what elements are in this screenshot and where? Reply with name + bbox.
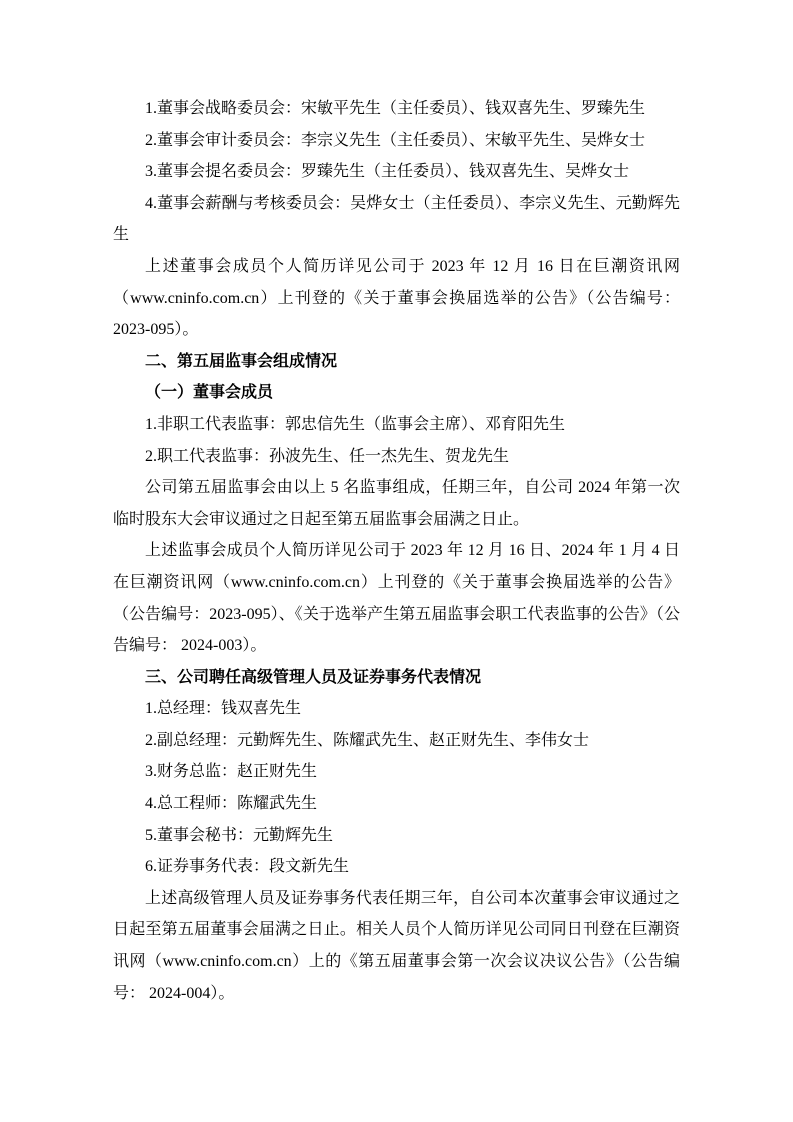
subsection-1-heading: （一）董事会成员 [145,384,274,402]
committee-audit-item: 2.董事会审计委员会：李宗义先生（主任委员）、宋敏平先生、吴烨女士 [145,131,646,149]
committee-strategy-item: 1.董事会战略委员会：宋敏平先生（主任委员）、钱双喜先生、罗臻先生 [145,100,646,117]
cfo-item: 3.财务总监：赵正财先生 [145,763,318,781]
securities-rep-item: 6.证券事务代表：段文新先生 [145,858,350,876]
document-content [113,93,680,1009]
deputy-general-manager-item: 2.副总经理：元勤辉先生、陈耀武先生、赵正财先生、李伟女士 [145,731,590,749]
supervisor-nonstaff-item: 1.非职工代表监事：郭忠信先生（监事会主席）、邓育阳先生 [145,415,566,433]
supervisory-board-term-paragraph: 公司第五届监事会由以上 5 名监事组成，任期三年，自公司 2024 年第一次临时股东大会审议通过之日起至第五届监事会届满之日止。 [113,479,680,528]
committee-nomination-item: 3.董事会提名委员会：罗臻先生（主任委员）、钱双喜先生、吴烨女士 [145,163,630,181]
board-bios-paragraph: 上述董事会成员个人简历详见公司于 2023 年 12 月 16 日在巨潮资讯网（www.cninfo.com.cn）上刊登的《关于董事会换届选举的公告》（公告编号：2023-095）。 [113,257,680,339]
section-2-heading: 二、第五届监事会组成情况 [145,352,338,370]
section-3-heading: 三、公司聘任高级管理人员及证券事务代表情况 [145,668,482,686]
supervisor-bios-paragraph: 上述监事会成员个人简历详见公司于 2023 年 12 月 16 日、2024 年 1 月 4 日在巨潮资讯网（www.cninfo.com.cn）上刊登的《关于董事会换届选举的公告》（公告编号：2023-095）、《关于选举产生第五届监事会职工代表监事的公告》（公告编号： 2024-003）。 [113,542,680,655]
senior-management-term-paragraph: 上述高级管理人员及证券事务代表任期三年，自公司本次董事会审议通过之日起至第五届董事会届满之日止。相关人员个人简历详见公司同日刊登在巨潮资讯网（www.cninfo.com.cn）上的《第五届董事会第一次会议决议公告》（公告编号： 2024-004）。 [113,889,680,1002]
committee-remuneration-item: 4.董事会薪酬与考核委员会：吴烨女士（主任委员）、李宗义先生、元勤辉先生 [113,194,680,244]
supervisor-staff-item: 2.职工代表监事：孙波先生、任一杰先生、贺龙先生 [145,447,510,465]
chief-engineer-item: 4.总工程师：陈耀武先生 [145,795,318,813]
general-manager-item: 1.总经理：钱双喜先生 [145,700,302,718]
board-secretary-item: 5.董事会秘书：元勤辉先生 [145,826,334,844]
